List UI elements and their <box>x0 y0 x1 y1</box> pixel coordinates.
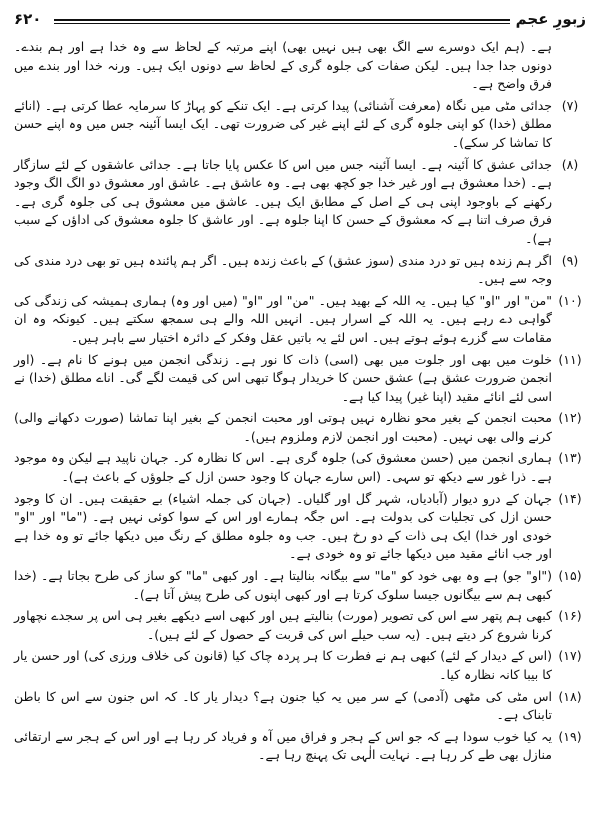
item-number: (۱۳) <box>558 450 582 466</box>
item-text: اگر ہم زندہ ہیں تو درد مندی (سوز عشق) کے باعث زندہ ہیں۔ اگر ہم پائندہ ہیں تو بھی درد مندی کی وجہ سے ہیں۔ <box>14 252 552 287</box>
item-text: جدائی عشق کا آئینہ ہے۔ ایسا آئینہ جس میں اس کا عکس پایا جاتا ہے۔ جدائی عاشقوں کے لئے سازگار ہے۔ (خدا معشوق ہے اور غیر خدا جو کچھ بھی ہے۔ وہ عاشق ہے۔ عاشق اور معشوق دو الگ الگ وجود رکھنے کے باوجود اپنی ہی کے اصل کے مطابق ایک ہیں۔ عاشق میں معشوق ہی کی جلوہ گری ہے۔ فرق صرف اتنا ہے کہ معشوق کے حسن کا اپنا جلوہ ہے۔ اور عاشق کا جلوہ معشوق کی اداؤں کے سبب ہے)۔ <box>14 156 552 246</box>
book-title: زبورِ عجم <box>515 10 586 28</box>
item-text: اس مٹی کی مٹھی (آدمی) کے سر میں یہ کیا جنون ہے؟ دیدار یار کا۔ کہ اس جنون سے اس کا باطن تابناک ہے۔ <box>14 688 552 723</box>
item-number: (۹) <box>561 252 579 268</box>
item-text: (اس کے دیدار کے لئے) کبھی ہم نے فطرت کا ہر پردہ چاک کیا (قانون کی خلاف ورزی کی) اور حسن یار کا بیبا کانہ نظارہ کیا۔ <box>14 648 552 682</box>
item-number: (۷) <box>561 97 579 113</box>
list-item <box>14 409 588 446</box>
list-item <box>14 351 588 407</box>
list-item <box>14 688 588 725</box>
item-number: (۱۶) <box>558 608 582 624</box>
item-number: (۱۵) <box>558 568 582 584</box>
page-header <box>12 8 588 34</box>
page-body <box>14 38 588 826</box>
item-text: کبھی ہم پتھر سے اس کی تصویر (مورت) بنالیتے ہیں اور کبھی اسے دیکھے بغیر ہی اس پر سجدے نچھاور کرنا شروع کر دیتے ہیں۔ (یہ سب حیلے اس کی قربت کے حصول کے لئے ہیں)۔ <box>14 608 552 642</box>
item-number: (۱۸) <box>558 688 582 704</box>
list-item <box>14 449 588 486</box>
list-item <box>14 567 588 604</box>
list-item <box>14 292 588 348</box>
item-number: (۱۰) <box>558 292 582 308</box>
page-number: ۶۲۰ <box>14 10 42 28</box>
item-text: جہان کے درو دیوار (آبادیاں، شہر گل اور گلیاں۔ (جہان کی جملہ اشیاء) بے حقیقت ہیں۔ ان کا وجود حسن ازل کی تجلیات کی بدولت ہے۔ اس جگہ ہمارے اور اس کے سوا کوئی نہیں ہے۔ ("ما" اور "او" خودی اور خدا) ایک ہی ذات کے دو رخ ہیں۔ جب وہ جلوہ مطلق کے رنگ میں دیکھا جائے تو وہ خدا ہے اور جب انائے مقید میں دیکھا جائے تو وہ خودی ہے۔ <box>14 490 552 562</box>
item-number: (۱۹) <box>558 728 582 744</box>
item-number: (۱۴) <box>558 490 582 506</box>
item-text: "من" اور "او" کیا ہیں۔ یہ اللہ کے بھید ہیں۔ "من" اور "او" (میں اور وہ) ہماری ہمیشہ کی زندگی کی گواہی دے رہے ہیں۔ یہ اللہ کے اسرار ہیں۔ انہیں اللہ والے ہی سمجھ سکتے ہیں۔ کیونکہ وہ ان مقامات سے گزرے ہوئے ہوتے ہیں۔ اس لئے یہ باتیں عقل وفکر کے دائرہ اختیار سے باہر ہیں۔ <box>14 292 552 345</box>
list-item <box>14 252 588 289</box>
item-number: (۱۲) <box>558 410 582 426</box>
item-number: (۱۷) <box>558 648 582 664</box>
list-item <box>14 490 588 564</box>
item-text: جدائی مٹی میں نگاہ (معرفت آشنائی) پیدا کرتی ہے۔ ایک تنکے کو پہاڑ کا سرمایہ عطا کرتی ہے۔ (انائے مطلق (خدا) کو اپنی جلوہ گری کے لئے اپنے غیر کی ضرورت تھی۔ ایک ایسا آئینہ جس میں وہ اپنے حسن کا تماشا کر سکے)۔ <box>14 97 552 150</box>
item-text: ہماری انجمن میں (حسن معشوق کی) جلوہ گری ہے۔ اس کا نظارہ کر۔ جہان ناپید ہے لیکن وہ موجود ہے۔ ذرا غور سے دیکھ تو سہی۔ (اس سارے جہان کا وجود حسن ازل کے جلوؤں کے باعث ہے)۔ <box>14 450 552 485</box>
item-text: ("او" جو) ہے وہ بھی خود کو "ما" سے بیگانہ بنالیتا ہے۔ اور کبھی "ما" کو ساز کی طرح بجاتا ہے۔ (خدا کبھی ہم سے بیگانوں جیسا سلوک کرتا ہے اور کبھی اپنوں کی طرح پیش آتا ہے)۔ <box>14 568 552 602</box>
item-text: محبت انجمن کے بغیر محو نظارہ نہیں ہوتی اور محبت انجمن کے بغیر اپنا تماشا (صورت دکھانے والی) کرنے والی بھی نہیں۔ (محبت اور انجمن لازم وملزوم ہیں)۔ <box>14 410 552 444</box>
item-number: (۸) <box>561 156 579 172</box>
item-text: یہ کیا خوب سودا ہے کہ جو اس کے ہجر و فراق میں آہ و فریاد کر رہا ہے اور اس کے ہجر سے ارتقائی منازل بھی طے کر رہا ہے۔ نہایت الٰہی تک پہنچ رہا ہے۔ <box>14 728 552 763</box>
list-item <box>14 156 588 249</box>
header-rule <box>54 19 510 24</box>
list-item <box>14 97 588 153</box>
item-text: خلوت میں بھی اور جلوت میں بھی (اسی) ذات کا نور ہے۔ زندگی انجمن میں ہونے کا نام ہے۔ (اور انجمن ضرورت عشق ہے) عشق حسن کا خریدار ہوگا تبھی اس کی قیمت لگے گی۔ اناے مطلق (خدا) نے اسی لئے انائے مقید (اپنا غیر) پیدا کیا ہے۔ <box>14 351 552 404</box>
item-number: (۱۱) <box>558 351 582 367</box>
list-item <box>14 728 588 765</box>
list-item <box>14 647 588 684</box>
intro-paragraph: ہے۔ (ہم ایک دوسرے سے الگ بھی ہیں نہیں بھی) اپنے مرتبہ کے لحاظ سے وہ خدا ہے اور ہم بندے۔ دونوں جدا جدا ہیں۔ لیکن صفات کی جلوہ گری کے لحاظ سے دونوں ایک ہیں۔ ورنہ خدا اور بندے میں فرق واضح ہے۔ <box>14 39 552 92</box>
list-item <box>14 607 588 644</box>
